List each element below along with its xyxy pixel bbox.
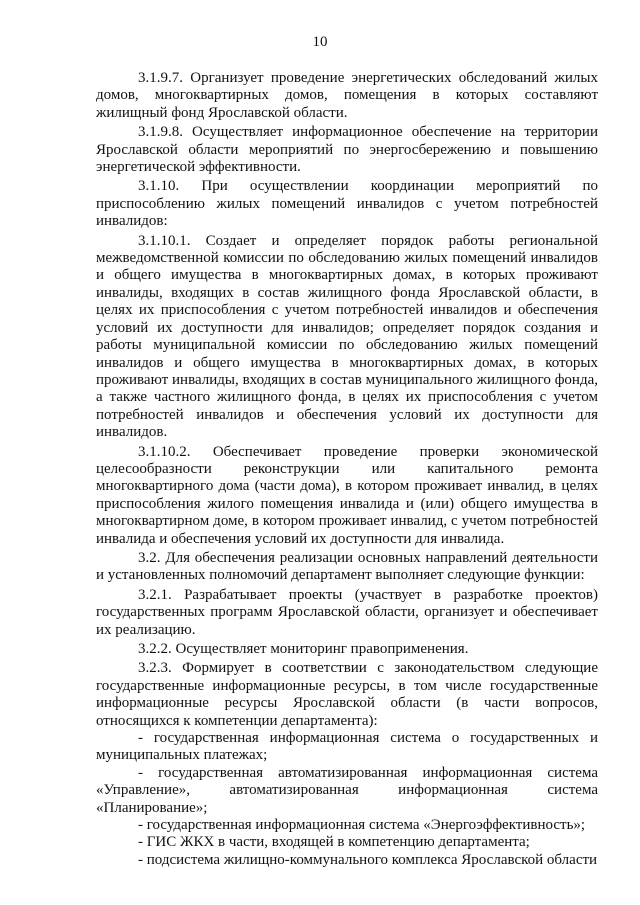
paragraph-3-2-2: 3.2.2. Осуществляет мониторинг правоприменения. xyxy=(138,641,469,657)
paragraph-3-2: 3.2. Для обеспечения реализации основных направлений деятельности и установленных полномочий департамент выполняет следующие функции: xyxy=(96,549,598,584)
list-item: - государственная информационная система «Энергоэффективность»; xyxy=(138,817,586,834)
document-body xyxy=(96,70,598,869)
paragraph-3-1-10-1: 3.1.10.1. Создает и определяет порядок работы региональной межведомственной комиссии по обследованию жилых помещений инвалидов и общего имущества в многоквартирных домах, в которых проживают инвалиды, входящих в состав жилищного фонда Ярославской области, в целях их приспособления с учетом потребностей инвалидов и обеспечения условий их доступности для инвалидов; определяет порядок создания и работы муниципальной комиссии по обследованию жилых помещений инвалидов и общего имущества в многоквартирных домах, в которых проживают инвалиды, входящих в состав муниципального жилищного фонда, а также частного жилищного фонда, в целях их приспособления с учетом потребностей инвалидов и обеспечения условий их доступности для инвалидов. xyxy=(96,232,598,441)
paragraph-3-1-10-2: 3.1.10.2. Обеспечивает проведение проверки экономической целесообразности реконструкции или капитального ремонта многоквартирного дома (части дома), в котором проживает инвалид, в целях приспособления жилого помещения инвалида и (или) общего имущества в многоквартирном доме, в котором проживает инвалид, с учетом потребностей инвалида и обеспечения условий их доступности для инвалида. xyxy=(96,443,598,547)
page-number: 10 xyxy=(312,34,328,50)
paragraph-3-2-1: 3.2.1. Разрабатывает проекты (участвует в разработке проектов) государственных программ Ярославской области, организует и обеспечивает их реализацию. xyxy=(96,586,598,638)
paragraph-3-1-9-8: 3.1.9.8. Осуществляет информационное обеспечение на территории Ярославской области мероприятий по энергосбережению и повышению энергетической эффективности. xyxy=(96,124,598,176)
paragraph-3-1-9-7: 3.1.9.7. Организует проведение энергетических обследований жилых домов, многоквартирных домов, помещения в которых составляют жилищный фонд Ярославской области. xyxy=(96,70,598,121)
paragraph-3-2-3: 3.2.3. Формирует в соответствии с законодательством следующие государственные информационные ресурсы, в том числе государственные информационные ресурсы Ярославской области (в части вопросов, относящихся к компетенции департамента): xyxy=(96,660,598,729)
paragraph-3-1-10: 3.1.10. При осуществлении координации мероприятий по приспособлению жилых помещений инвалидов с учетом потребностей инвалидов: xyxy=(96,178,598,230)
list-item: - ГИС ЖКХ в части, входящей в компетенцию департамента; xyxy=(138,834,530,851)
list-item: - подсистема жилищно-коммунального комплекса Ярославской области xyxy=(138,851,598,868)
list-item: - государственная автоматизированная информационная система «Управление», автоматизированная информационная система «Планирование»; xyxy=(96,764,598,816)
list-item: - государственная информационная система о государственных и муниципальных платежах; xyxy=(96,730,598,764)
